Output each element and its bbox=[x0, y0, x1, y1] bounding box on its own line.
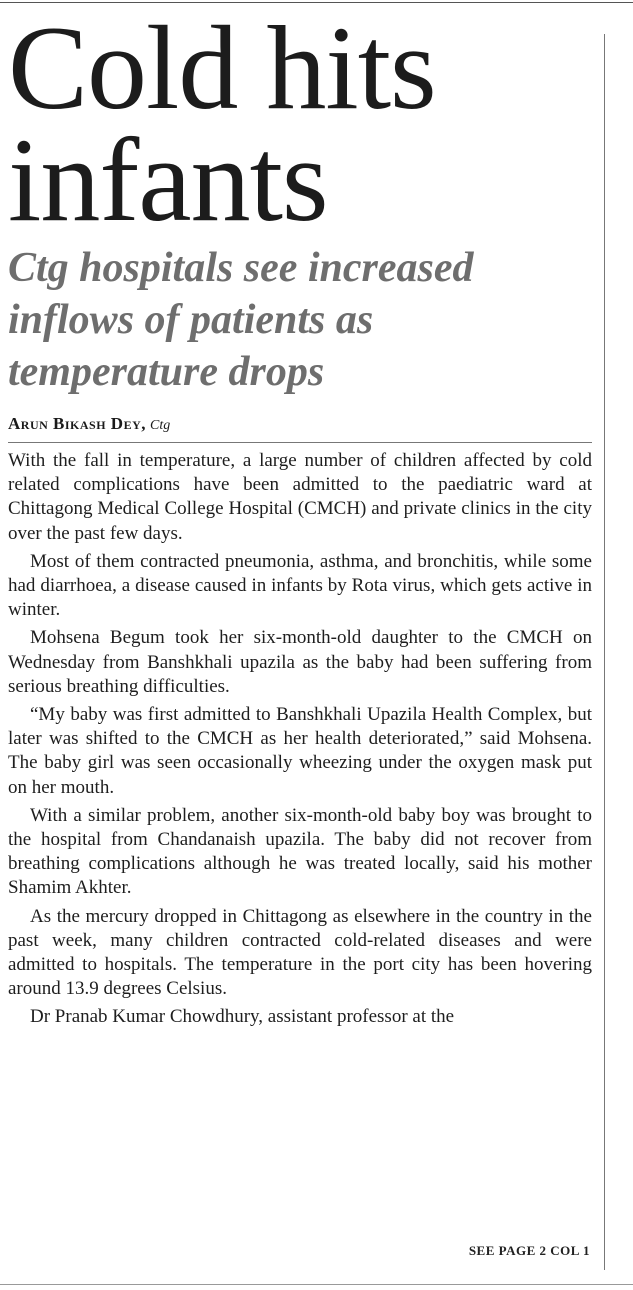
byline-author: Arun Bikash Dey, bbox=[8, 414, 146, 433]
headline-line-2: infants bbox=[8, 113, 328, 246]
paragraph-3: Mohsena Begum took her six-month-old daughter to the CMCH on Wednesday from Banshkhali upazila as the baby had been suffering from serious breathing difficulties. bbox=[8, 627, 592, 697]
paragraph-1: With the fall in temperature, a large number of children affected by cold related complications have been admitted to the paediatric ward at Chittagong Medical College Hospital (CMCH) and private clinics in the city over the past few days. bbox=[8, 450, 592, 544]
paragraph-2: Most of them contracted pneumonia, asthma, and bronchitis, while some had diarrhoea, a disease caused in infants by Rota virus, which gets active in winter. bbox=[8, 550, 592, 621]
bottom-rule bbox=[0, 1284, 633, 1285]
paragraph-5: With a similar problem, another six-month-old baby boy was brought to the hospital from Chandanaish upazila. The baby did not recover from breathing complications although he was treated locally, said his mother Shamim Akhter. bbox=[8, 804, 592, 899]
article-body bbox=[8, 449, 592, 1030]
headline-line-1: Cold hits bbox=[8, 1, 436, 134]
byline-place: Ctg bbox=[150, 418, 171, 433]
headline bbox=[8, 1, 592, 246]
paragraph-7: Dr Pranab Kumar Chowdhury, assistant professor at the bbox=[30, 1006, 455, 1028]
subheadline: Ctg hospitals see increased inflows of patients as temperature drops bbox=[8, 245, 474, 395]
article bbox=[8, 1, 592, 1034]
paragraph-6: As the mercury dropped in Chittagong as elsewhere in the country in the past week, many children contracted cold-related diseases and were admitted to hospitals. The temperature in the port city has been hovering around 13.9 degrees Celsius. bbox=[8, 905, 592, 1000]
paragraph-4: “My baby was first admitted to Banshkhali Upazila Health Complex, but later was shifted to the CMCH as her health deteriorated,” said Mohsena. The baby girl was seen occasionally wheezing under the oxygen mask put on her mouth. bbox=[8, 704, 592, 798]
continued-on-page-2: SEE PAGE 2 COL 1 bbox=[468, 1243, 590, 1258]
byline bbox=[8, 414, 592, 443]
column-divider bbox=[604, 34, 605, 1270]
